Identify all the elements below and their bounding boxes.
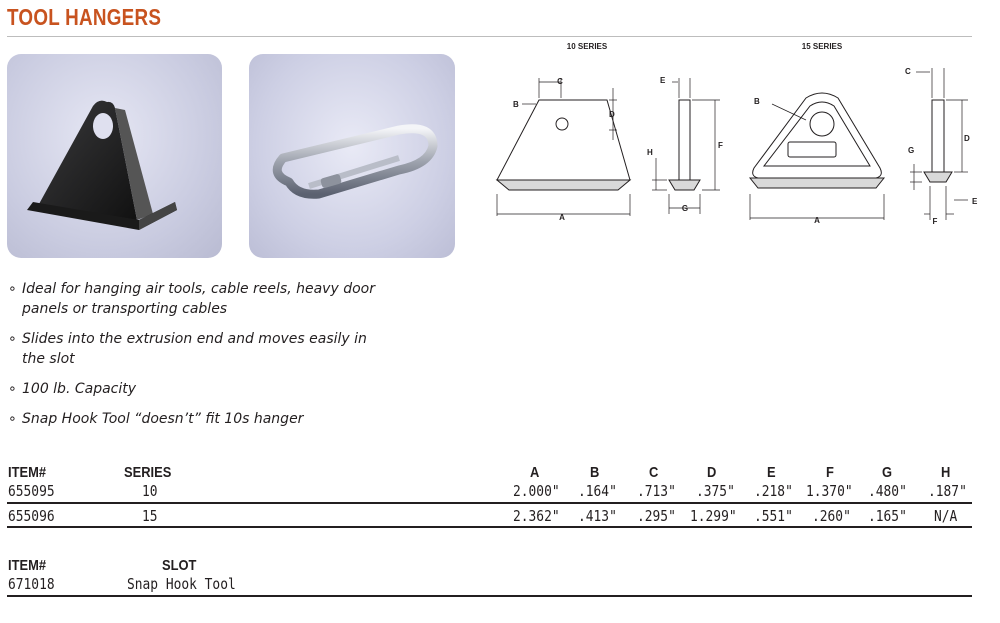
table-row-1-item: 655095: [8, 482, 55, 500]
row-divider: [7, 502, 972, 504]
table-row-1-h: .187": [928, 482, 967, 500]
table-row-2-c: .295": [637, 507, 676, 525]
bullet-icon: ∘: [8, 381, 17, 397]
page-title: TOOL HANGERS: [7, 4, 162, 30]
table-row-1-series: 10: [142, 482, 158, 500]
dim-label-g-15: G: [908, 146, 915, 155]
header-f: F: [826, 464, 834, 481]
slot-row-1-item: 671018: [8, 575, 55, 593]
slot-row-1-slot: Snap Hook Tool: [127, 575, 236, 593]
header-c: C: [649, 464, 659, 481]
header-e: E: [767, 464, 776, 481]
dim-label-b-15: B: [754, 97, 760, 106]
dim-label-d-10: D: [609, 110, 615, 119]
slot-header-slot: SLOT: [162, 557, 197, 574]
table-row-2-item: 655096: [8, 507, 55, 525]
dim-label-c-10: C: [557, 77, 563, 86]
table-row-2-g: .165": [868, 507, 907, 525]
header-g: G: [882, 464, 893, 481]
table-row-2-e: .551": [754, 507, 793, 525]
dim-label-h-10: H: [647, 148, 653, 157]
table-row-2-d: 1.299": [690, 507, 737, 525]
feature-item: ∘ Ideal for hanging air tools, cable reels, heavy door panels or transporting cables: [8, 281, 375, 317]
dim-label-g-10: G: [681, 204, 689, 213]
table-row-2-a: 2.362": [513, 507, 560, 525]
row-divider: [7, 595, 972, 597]
header-h: H: [941, 464, 951, 481]
table-row-2-f: .260": [812, 507, 851, 525]
dim-label-f-15: F: [932, 217, 938, 226]
table-row-2-series: 15: [142, 507, 158, 525]
dim-label-e-15: E: [972, 197, 978, 206]
slot-header-item: ITEM#: [8, 557, 47, 574]
bullet-icon: ∘: [8, 281, 17, 297]
header-d: D: [707, 464, 717, 481]
dim-label-b-10: B: [513, 100, 519, 109]
header-b: B: [590, 464, 600, 481]
dim-label-a-15: A: [814, 216, 820, 225]
bullet-icon: ∘: [8, 331, 17, 347]
header-item: ITEM#: [8, 464, 47, 481]
dim-label-a-10: A: [559, 213, 565, 222]
table-row-1-a: 2.000": [513, 482, 560, 500]
series-15-label: 15 SERIES: [801, 42, 843, 51]
header-a: A: [530, 464, 540, 481]
header-series: SERIES: [124, 464, 172, 481]
feature-item: ∘ Snap Hook Tool “doesn’t” fit 10s hanger: [8, 411, 304, 427]
table-row-1-c: .713": [637, 482, 676, 500]
dim-label-c-15: C: [905, 67, 911, 76]
table-row-1-g: .480": [868, 482, 907, 500]
row-divider: [7, 526, 972, 528]
dim-label-e-10: E: [660, 76, 666, 85]
bullet-icon: ∘: [8, 411, 17, 427]
table-row-1-f: 1.370": [806, 482, 853, 500]
table-row-1-d: .375": [696, 482, 735, 500]
table-row-2-b: .413": [578, 507, 617, 525]
dim-label-f-10: F: [718, 141, 723, 150]
dim-label-d-15: D: [964, 134, 970, 143]
series-10-label: 10 SERIES: [566, 42, 608, 51]
table-row-1-e: .218": [754, 482, 793, 500]
table-row-1-b: .164": [578, 482, 617, 500]
table-row-2-h: N/A: [934, 507, 958, 525]
feature-item: ∘ Slides into the extrusion end and moves easily in the slot: [8, 331, 367, 367]
feature-item: ∘ 100 lb. Capacity: [8, 381, 137, 397]
